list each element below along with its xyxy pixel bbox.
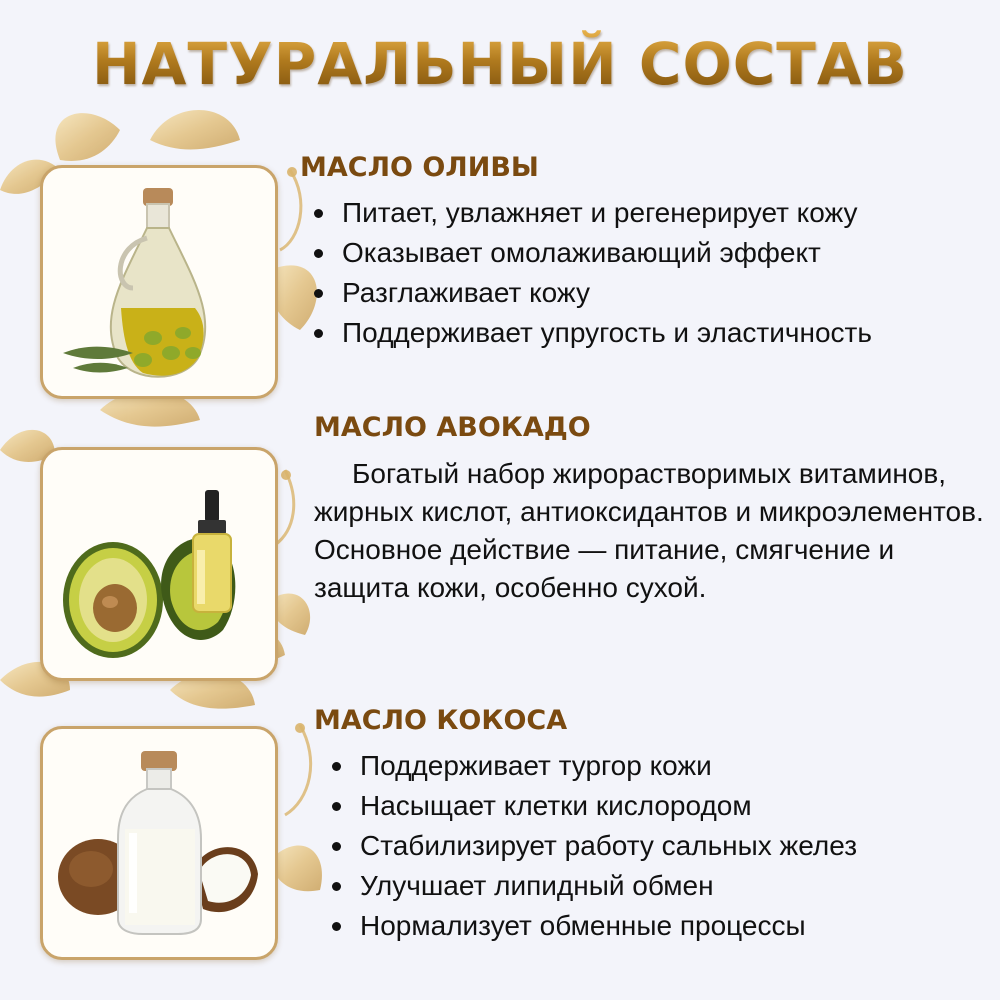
list-item: Питает, увлажняет и регенерирует кожу: [312, 193, 872, 233]
list-item: Стабилизирует работу сальных желез: [330, 826, 857, 866]
list-item: Оказывает омолаживающий эффект: [312, 233, 872, 273]
olive-oil-image: [40, 165, 278, 399]
coconut-oil-image: [40, 726, 278, 960]
avocado-oil-dropper-icon: [43, 450, 275, 678]
coconut-benefits-list: [330, 746, 857, 946]
avocado-description: Богатый набор жирорастворимых витаминов, жирных кислот, антиоксидантов и микроэлементов. Основное действие — питание, смягчение и защита кожи, особенно сухой.: [314, 458, 984, 603]
olive-oil-bottle-icon: [43, 168, 275, 396]
section-heading-coconut: МАСЛО КОКОСА: [314, 705, 568, 736]
coconut-oil-bottle-icon: [43, 729, 275, 957]
olive-benefits-list: [312, 193, 872, 353]
list-item: Нормализует обменные процессы: [330, 906, 857, 946]
section-heading-olive: МАСЛО ОЛИВЫ: [300, 152, 539, 183]
section-heading-avocado: МАСЛО АВОКАДО: [314, 412, 591, 443]
avocado-oil-image: [40, 447, 278, 681]
list-item: Улучшает липидный обмен: [330, 866, 857, 906]
list-item: Поддерживает тургор кожи: [330, 746, 857, 786]
page-title: НАТУРАЛЬНЫЙ СОСТАВ: [0, 30, 1000, 98]
list-item: Насыщает клетки кислородом: [330, 786, 857, 826]
list-item: Разглаживает кожу: [312, 273, 872, 313]
list-item: Поддерживает упругость и эластичность: [312, 313, 872, 353]
